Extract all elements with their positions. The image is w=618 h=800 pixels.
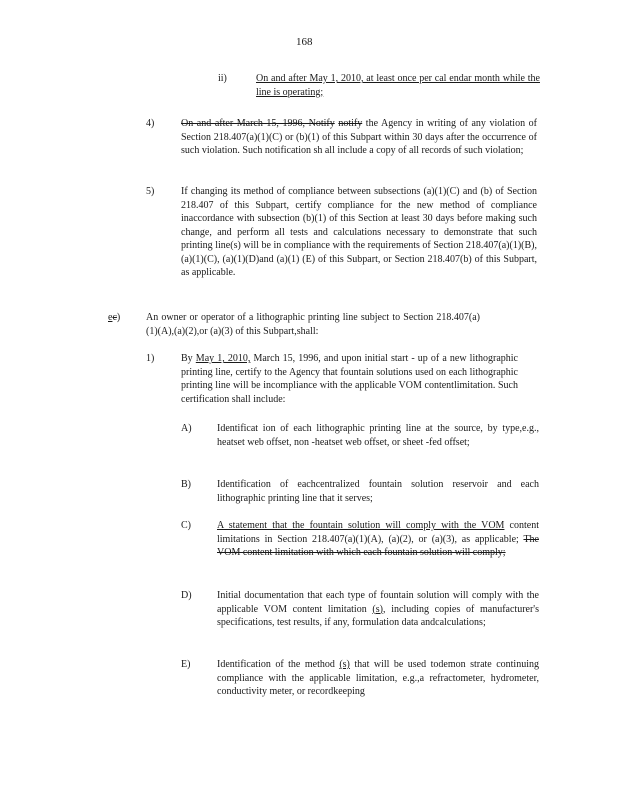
item-e-text: An owner or operator of a lithographic printing line subject to Section 218.407(a)(1)(A),(a)(2),or (a)(3) of this Subpart,shall:	[146, 312, 480, 337]
sub-d-text	[217, 589, 539, 630]
sub-e-body-2: that will be used todemon strate continuing compliance with the applicable limitation, e.g.,a refractometer, hydrometer, conductivity meter, or recordkeeping	[217, 659, 539, 697]
sub-d-new: (s)	[372, 603, 383, 615]
sub-b-label: B)	[181, 479, 191, 490]
item-4-text	[181, 117, 537, 158]
sub-c-new: A statement that the fountain solution will comply with the VOM	[217, 520, 505, 531]
sub-c-struck: The VOM content limitation with which each fountain solution will comply;	[217, 533, 539, 558]
item-1-text	[181, 352, 518, 406]
item-4-label: 4)	[146, 118, 155, 129]
item-ii-label: ii)	[218, 73, 227, 84]
sub-d-body-1: Initial documentation that each type of fountain solution will comply with the applicable VOM content limitation	[217, 590, 539, 615]
page-number: 168	[296, 36, 313, 48]
sub-d-body-2: , including copies of manufacturer's specifications, test results, if any, formulation data andcalculations;	[217, 603, 539, 628]
sub-a-label: A)	[181, 423, 192, 434]
item-5-label: 5)	[146, 186, 155, 197]
sub-b-text: Identification of eachcentralized fountain solution reservoir and each lithographic printing line that it serves;	[217, 479, 539, 504]
item-4-struck-2: notify	[338, 118, 363, 129]
item-1-label: 1)	[146, 353, 155, 364]
item-1-new-date: May 1, 2010,	[195, 353, 251, 364]
item-1-old-date: March 15, 1996,	[250, 353, 321, 364]
item-e-label-old: c	[112, 312, 117, 323]
sub-a-text: Identificat ion of each lithographic printing line at the source, by type,e.g., heatset web offset, non -heatset web offset, or sheet -fed offset;	[217, 423, 539, 448]
item-1-body: and upon initial start - up of a new lithographic printing line, certify to the Agency that fountain solutions used on each lithographic printing line will be incompliance with the applicable VOM contentlimitation. Such certification shall include:	[181, 353, 518, 405]
sub-e-new: (s)	[339, 659, 350, 670]
item-4-struck: On and after March 15, 1996, Notify	[181, 118, 335, 129]
sub-e-text	[217, 658, 539, 699]
sub-c-text	[217, 519, 539, 560]
item-1-prefix: By	[181, 353, 196, 364]
item-e-label-close: )	[116, 312, 121, 323]
item-e-label-new: e	[108, 312, 113, 323]
item-ii-text: On and after May 1, 2010, at least once per cal endar month while the line is operating;	[256, 73, 540, 98]
item-5-text: If changing its method of compliance between subsections (a)(1)(C) and (b) of Section 218.407 of this Subpart, certify compliance for the new method of compliance inaccordance with subsection (b)(1) of this Section at least 30 days before making such change, and perform all tests and calculations necessary to demonstrate that such printing line(s) will be in compliance with the requirements of Section 218.407(a)(1)(B), (a)(1)(C), (a)(1)(D)and (a)(1) (E) of this Subpart, or Section 218.407(b) of this Subpart, as applicable.	[181, 186, 537, 278]
item-4-body: the Agency in writing of any violation of Section 218.407(a)(1)(C) or (b)(1) of this Subpart within 30 days after the occurrence of such violation. Such notification sh all include a copy of all records of such violation;	[181, 118, 537, 156]
sub-d-label: D)	[181, 590, 192, 601]
item-e-label	[108, 311, 120, 325]
sub-e-label: E)	[181, 659, 191, 670]
sub-c-body: content limitations in Section 218.407(a)(1)(A), (a)(2), or (a)(3), as applicable;	[217, 520, 539, 545]
sub-c-label: C)	[181, 520, 191, 531]
sub-e-body-1: Identification of the method	[217, 659, 340, 670]
